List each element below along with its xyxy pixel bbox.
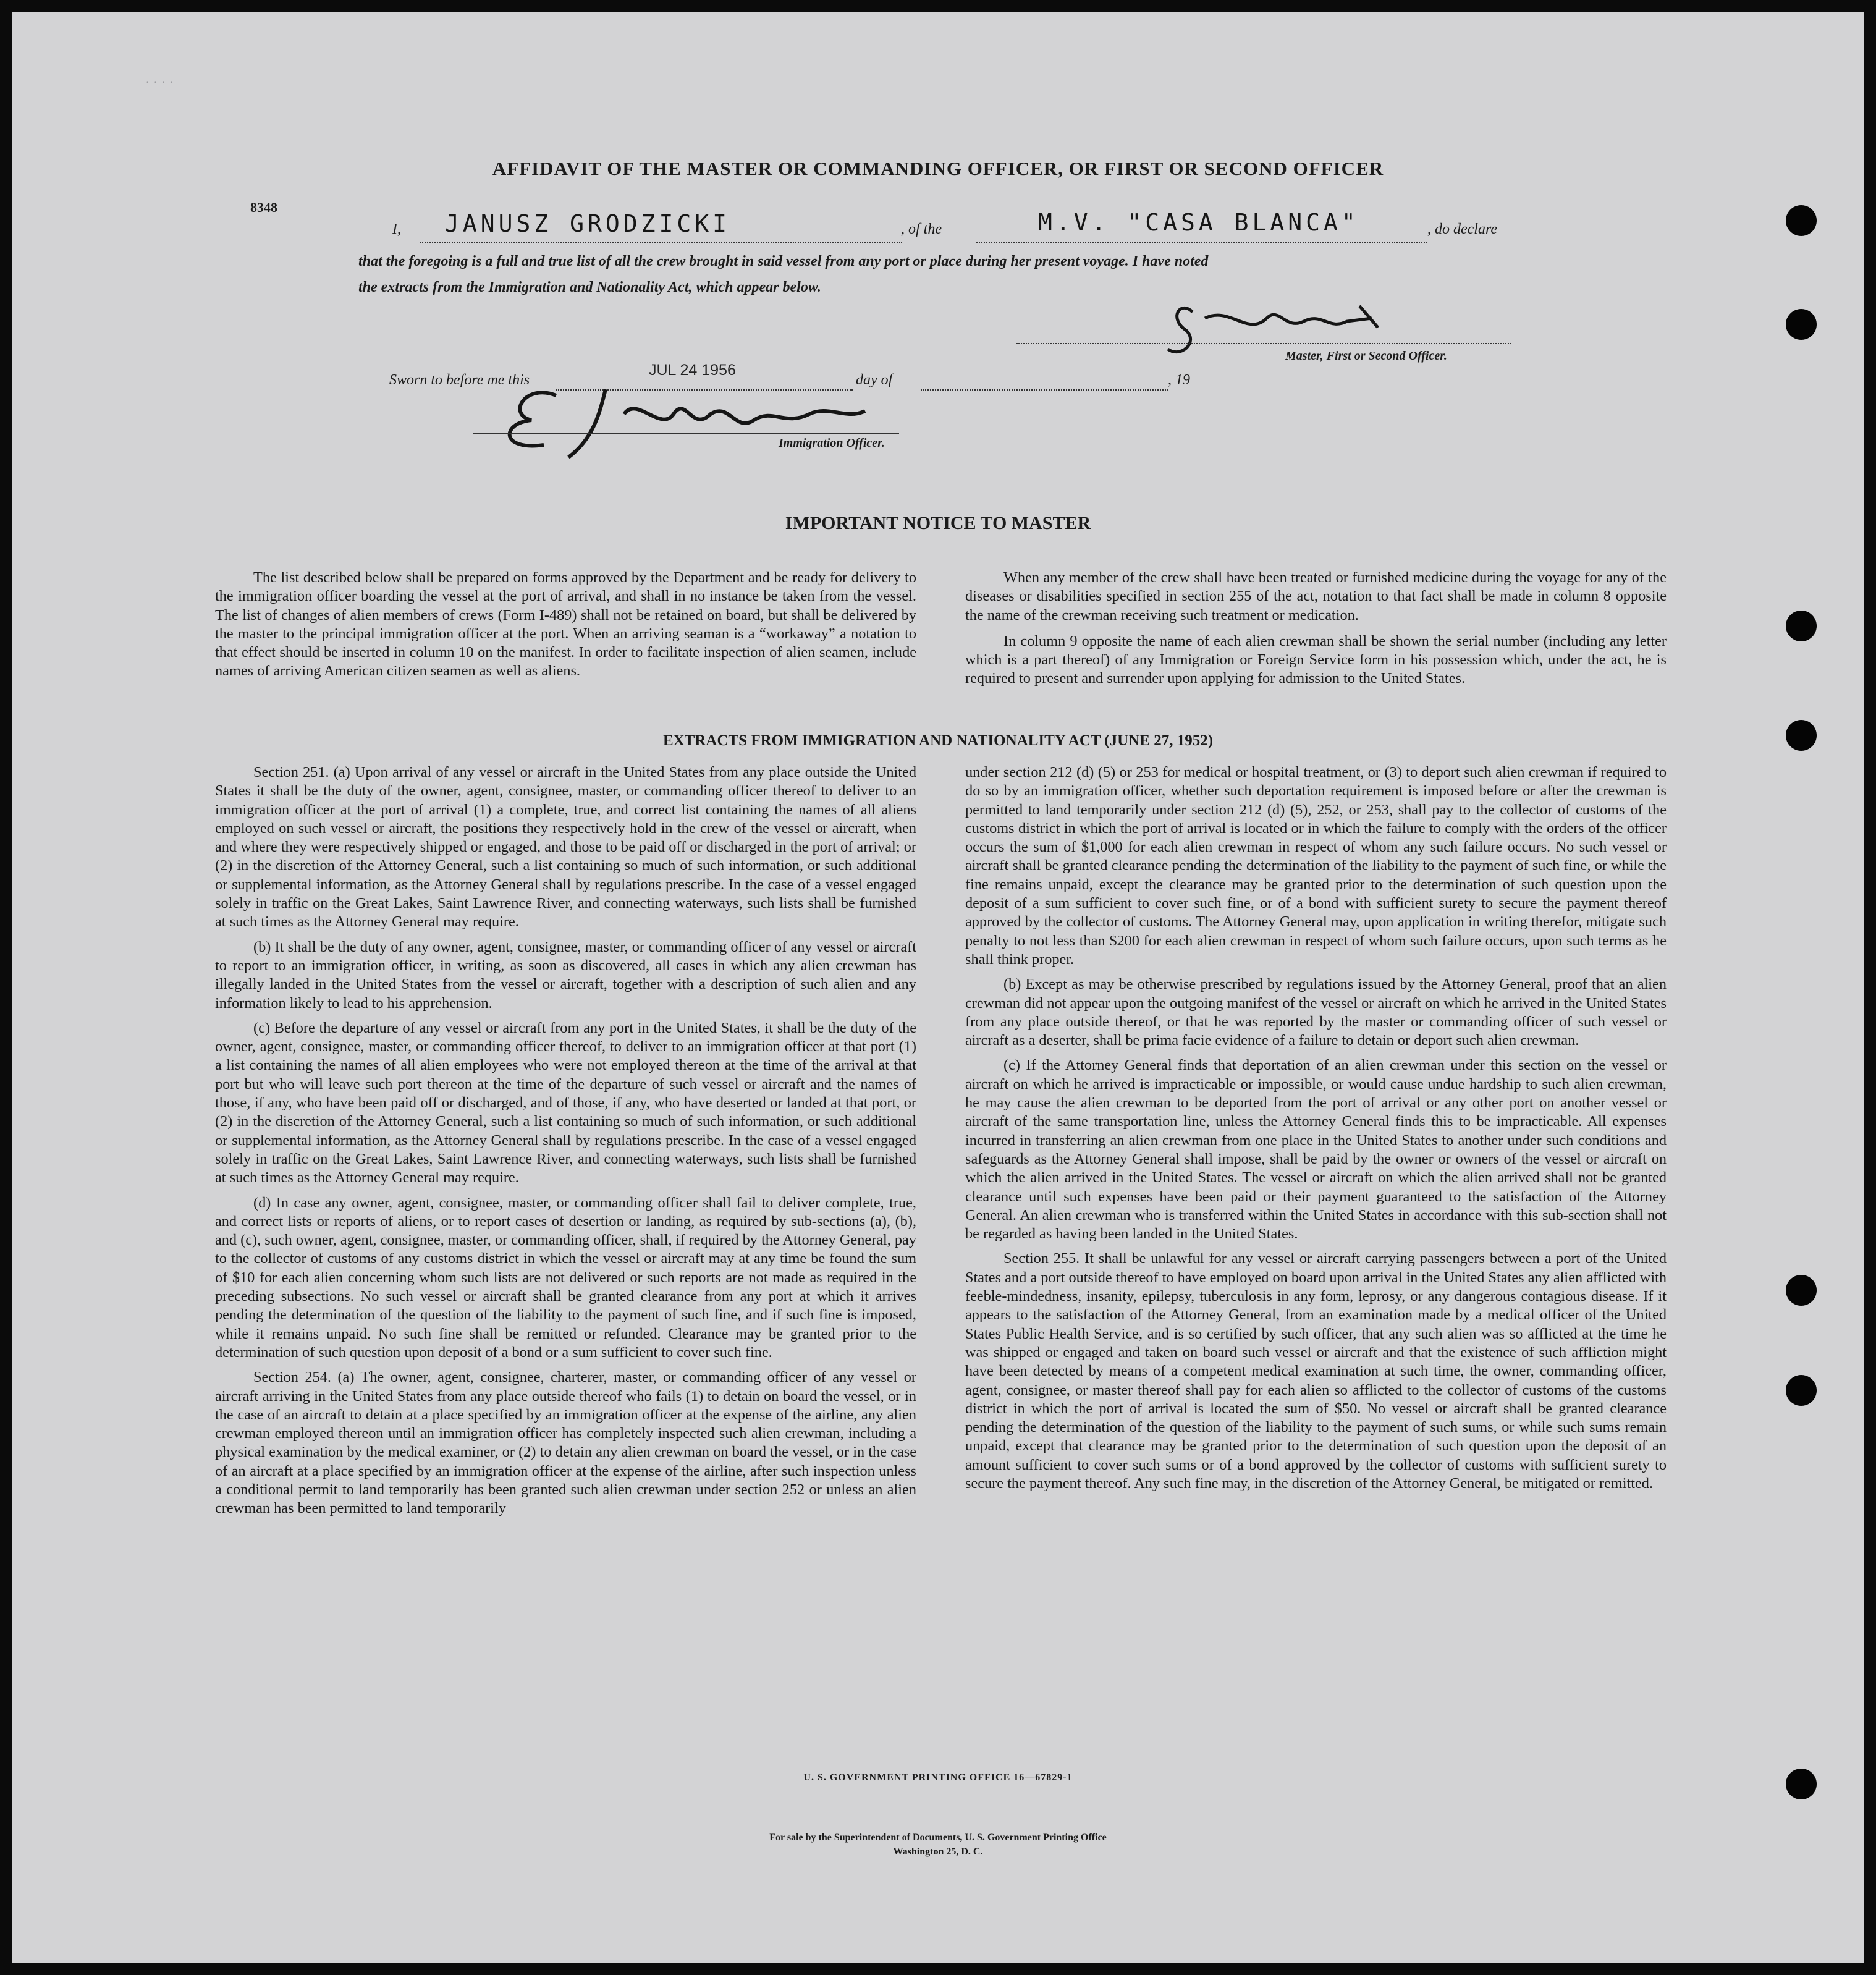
vessel-underline (976, 242, 1427, 243)
punch-hole (1786, 1275, 1817, 1306)
day-of-label: day of (856, 372, 893, 388)
notice-left-column (215, 569, 916, 681)
notice-right-paragraph-1: When any member of the crew shall have been treated or furnished medicine during the voyage for any of the diseases or disabilities specified in section 255 of the act, notation to that fact shall be made in column 8 opposite the name of the crewman receiving such treatment or medication. (965, 569, 1667, 624)
sworn-prefix: Sworn to before me this (389, 372, 530, 388)
officer-signature-line (473, 433, 899, 434)
section-251-c: (c) Before the departure of any vessel or aircraft from any port in the United States, it shall be the duty of the owner, agent, consignee, master, or commanding officer thereof, to deliver to an immigration officer at that port (1) a list containing the names of all alien employees who were not employed thereon at the time of the arrival at that port but who will leave such port thereon at the time of the departure of such vessel or aircraft and the names of those, if any, who have been paid off or discharged, and of those, if any, who have deserted or landed at that port, or (2) in the discretion of the Attorney General, such a list containing so much of such information, or such additional or supplemental information, as the Attorney General shall by regulations prescribe. In the case of a vessel engaged solely in traffic on the Great Lakes, Saint Lawrence River, and connecting waterways, such lists shall be furnished at such times as the Attorney General may require. (215, 1019, 916, 1186)
margin-mark: 8348 (250, 200, 277, 215)
officer-label: Immigration Officer. (779, 436, 885, 450)
sale-line-2: Washington 25, D. C. (893, 1846, 983, 1857)
printing-office-line: U. S. GOVERNMENT PRINTING OFFICE 16—67829-1 (803, 1772, 1073, 1783)
sale-line-1: For sale by the Superintendent of Documents, U. S. Government Printing Office (769, 1832, 1107, 1843)
handwritten-name: JANUSZ GRODZICKI (445, 210, 731, 237)
section-251-d: (d) In case any owner, agent, consignee, master, or commanding officer shall fail to deliver complete, true, and correct lists or reports of aliens, or to report cases of desertion or landing, as required by sub-sections (a), (b), and (c), such owner, agent, consignee, master, or commanding officer, shall, if required by the Attorney General, pay to the collector of customs of any customs district in which the vessel or aircraft may at any time be found the sum of $10 for each alien concerning whom such lists are not delivered or such reports are not made as required in the preceding subsections. No such vessel or aircraft shall be granted clearance from any port at which it arrives pending the determination of the question of the liability to the payment of such fine, and if such fine is imposed, while it remains unpaid. No such fine shall be remitted or refunded. Clearance may be granted prior to the determination of such question upon deposit of a bond or a sum sufficient to cover such fine. (215, 1194, 916, 1361)
section-254-a-continued: under section 212 (d) (5) or 253 for medical or hospital treatment, or (3) to deport such alien crewman if required to do so by an immigration officer, whether such deportation requirement is imposed before or after the crewman is permitted to land temporarily under section 212 (d) (5), 252, or 253, shall pay to the collector of customs of the customs district in which the port of arrival is located or in which the failure to comply with the orders of the officer occurs the sum of $1,000 for each alien crewman in respect of whom any such failure occurs. No such vessel or aircraft shall be granted clearance pending the determination of the liability to the payment of such fine, or while the fine remains unpaid, except the clearance may be granted prior to the determination of such question upon the deposit of a sum sufficient to cover such fine, or of a bond with sufficient surety to secure the payment thereof approved by the collector of customs. The Attorney General may, upon application in writing therefor, mitigate such penalty to not less than $200 for each alien crewman in respect of whom such failure occurs, upon such terms as he shall think proper. (965, 764, 1667, 968)
punch-hole (1786, 611, 1817, 641)
date-stamp: JUL 24 1956 (649, 362, 736, 379)
extracts-right-column (965, 763, 1667, 1493)
year-prefix: , 19 (1168, 372, 1190, 388)
month-underline (921, 389, 1168, 391)
officer-signature (463, 377, 896, 463)
declaration-do-declare: , do declare (1427, 221, 1498, 237)
section-254-c: (c) If the Attorney General finds that deportation of an alien crewman under this section on the vessel or aircraft on which he arrived is impracticable or impossible, or would cause undue hardship to such alien crewman, he may cause the alien crewman to be deported from the port of arrival or any other port on another vessel or aircraft of the same transportation line, unless the Attorney General finds this to be impracticable. All expenses incurred in transferring an alien crewman from one place in the United States to another under such conditions and safeguards as the Attorney General shall impose, shall be paid by the owner or owners of the vessel or aircraft on which the alien arrived in the United States. The vessel or aircraft on which the alien arrived shall not be granted clearance until such expenses have been paid or their payment guaranteed to the satisfaction of the Attorney General. An alien crewman who is transferred within the United States in accordance with this sub-section shall not be regarded as having been landed in the United States. (965, 1057, 1667, 1243)
affidavit-title: AFFIDAVIT OF THE MASTER OR COMMANDING OFFICER, OR FIRST OR SECOND OFFICER (492, 158, 1384, 179)
declaration-line-3: the extracts from the Immigration and Nationality Act, which appear below. (358, 279, 821, 295)
punch-hole (1786, 1769, 1817, 1799)
punch-hole (1786, 1375, 1817, 1406)
section-251-a: Section 251. (a) Upon arrival of any vessel or aircraft in the United States from any place outside the United States it shall be the duty of the owner, agent, consignee, master, or commanding officer thereof to deliver to an immigration officer at the port of arrival (1) a complete, true, and correct list containing the names of all aliens employed on such vessel or aircraft, the positions they respectively hold in the crew of the vessel or aircraft, when and where they were respectively shipped or engaged, and those to be paid off or discharged in the port of arrival; or (2) in the discretion of the Attorney General, such a list containing so much of such information, or such additional or supplemental information, as the Attorney General shall by regulations prescribe. In the case of a vessel engaged solely in traffic on the Great Lakes, Saint Lawrence River, and connecting waterways, such lists shall be furnished at such times as the Attorney General may require. (215, 764, 916, 931)
master-label: Master, First or Second Officer. (1285, 349, 1447, 363)
declaration-line-2: that the foregoing is a full and true list of all the crew brought in said vessel from any port or place during her present voyage. I have noted (358, 253, 1209, 269)
notice-title: IMPORTANT NOTICE TO MASTER (785, 513, 1091, 533)
punch-hole (1786, 205, 1817, 236)
punch-hole (1786, 309, 1817, 340)
declaration-prefix: I, (392, 221, 401, 237)
extracts-title: EXTRACTS FROM IMMIGRATION AND NATIONALITY ACT (JUNE 27, 1952) (662, 732, 1214, 749)
name-underline (420, 242, 902, 243)
bleed-through-mark: · · · · (145, 74, 174, 90)
notice-right-paragraph-2: In column 9 opposite the name of each alien crewman shall be shown the serial number (including any letter which is a part thereof) of any Immigration or Foreign Service form in his possession which, under the act, he is required to present and surrender upon applying for admission to the United States. (965, 632, 1667, 687)
handwritten-vessel: M.V. "CASA BLANCA" (1038, 209, 1359, 236)
notice-right-column (965, 569, 1667, 688)
section-251-b: (b) It shall be the duty of any owner, agent, consignee, master, or commanding officer of any vessel or aircraft to report to an immigration officer, in writing, as soon as discovered, all cases in which any alien crewman has illegally landed in the United States from the vessel or aircraft, together with a description of such alien and any information likely to lead to his apprehension. (215, 938, 916, 1012)
notice-left-paragraph: The list described below shall be prepared on forms approved by the Department and be ready for delivery to the immigration officer boarding the vessel at the port of arrival, and shall in no instance be taken from the vessel. The list of changes of alien members of crews (Form I-489) shall not be retained on board, but shall be delivered by the master to the principal immigration officer at the port. When an arriving seaman is a “workaway” a notation to that effect should be inserted in column 10 on the manifest. In order to facilitate inspection of alien seamen, include names of arriving American citizen seamen as well as aliens. (215, 569, 916, 680)
declaration-of-the: , of the (901, 221, 942, 237)
punch-hole (1786, 720, 1817, 751)
document-page (12, 12, 1864, 1963)
section-254-a: Section 254. (a) The owner, agent, consignee, charterer, master, or commanding officer of any vessel or aircraft arriving in the United States from any place outside thereof who fails (1) to detain on board the vessel, or in the case of an aircraft to detain at a place specified by an immigration officer at the expense of the airline, any alien crewman employed thereon until an immigration officer has completely inspected such alien crewman, including a physical examination by the medical examiner, or (2) to detain any alien crewman on board the vessel, or in the case of an aircraft at a place specified by an immigration officer at the expense of the airline, after such inspection unless a conditional permit to land temporarily has been granted such alien crewman under section 252 or unless an alien crewman has been permitted to land temporarily (215, 1369, 916, 1517)
section-255: Section 255. It shall be unlawful for any vessel or aircraft carrying passengers between a port of the United States and a port outside thereof to have employed on board upon arrival in the United States any alien afflicted with feeble-mindedness, insanity, epilepsy, tuberculosis in any form, leprosy, or any dangerous contagious disease. If it appears to the satisfaction of the Attorney General, from an examination made by a medical officer of the United States Public Health Service, and is so certified by such officer, that any such alien was so afflicted at the time he was shipped or engaged and taken on board such vessel or aircraft and that the existence of such affliction might have been detected by means of a competent medical examination at such time, the owner, commanding officer, agent, consignee, or master thereof shall pay for each alien so afflicted to the collector of customs of the customs district in which the port of arrival is located the sum of $50. No vessel or aircraft shall be granted clearance pending the determination of the question of the liability to the payment of such sums, or while such sums remain unpaid, except that clearance may be granted prior to the determination of such question upon the deposit of an amount sufficient to cover such sums or of a bond approved by the collector of customs with sufficient surety to secure the payment thereof. Any such fine may, in the discretion of the Attorney General, be mitigated or remitted. (965, 1250, 1667, 1492)
section-254-b: (b) Except as may be otherwise prescribed by regulations issued by the Attorney General, proof that an alien crewman did not appear upon the outgoing manifest of the vessel or aircraft on which he arrived in the United States from any place outside thereof, or that he was reported by the master or commanding officer of such vessel or aircraft as a deserter, shall be prima facie evidence of a failure to detain or deport such alien crewman. (965, 976, 1667, 1049)
master-signature-line (1016, 343, 1511, 344)
extracts-left-column (215, 763, 916, 1518)
